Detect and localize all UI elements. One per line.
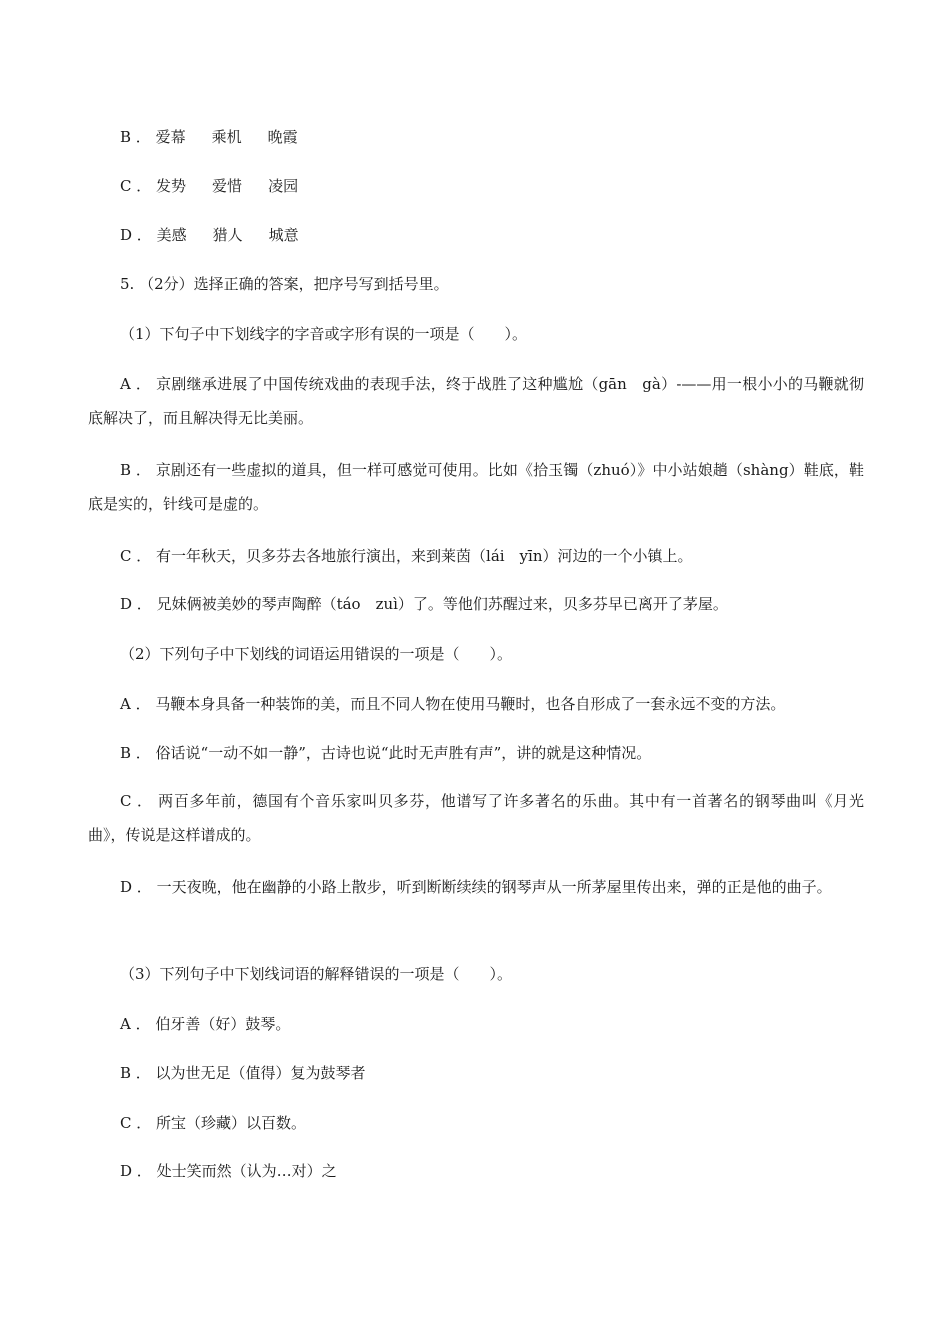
option-word: 发势 bbox=[156, 177, 187, 195]
q4-option-d: D ． 美感 猎人 城意 bbox=[120, 226, 299, 244]
option-word: 城意 bbox=[268, 226, 299, 244]
option-word: 爱惜 bbox=[212, 177, 243, 195]
option-letter: B bbox=[120, 128, 132, 146]
sub-question-3-stem: （3）下列句子中下划线词语的解释错误的一项是（ ）。 bbox=[120, 965, 513, 983]
sub3-option-c: C ． 所宝（珍藏）以百数。 bbox=[120, 1114, 307, 1132]
option-word: 爱幕 bbox=[155, 128, 186, 146]
option-word: 凌园 bbox=[268, 177, 299, 195]
option-word: 晚霞 bbox=[267, 128, 298, 146]
sub2-option-c: C ． 两百多年前，德国有个音乐家叫贝多芬，他谱写了许多著名的乐曲。其中有一首著名的钢琴曲叫《月光曲》，传说是这样谱成的。 bbox=[88, 792, 864, 844]
sub-question-1-stem: （1）下句子中下划线字的字音或字形有误的一项是（ ）。 bbox=[120, 325, 528, 343]
option-letter: D bbox=[120, 226, 133, 244]
q4-option-c: C ． 发势 爱惜 凌园 bbox=[120, 177, 299, 195]
sub2-option-d: D ． 一天夜晚，他在幽静的小路上散步，听到断断续续的钢琴声从一所茅屋里传出来，弹的正是他的曲子。 bbox=[120, 878, 832, 896]
sub1-option-a: A ． 京剧继承进展了中国传统戏曲的表现手法，终于战胜了这种尴尬（gān gà）-——用一根小小的马鞭就彻底解决了，而且解决得无比美丽。 bbox=[88, 375, 864, 427]
sub2-option-b: B ． 俗话说“一动不如一静”，古诗也说“此时无声胜有声”，讲的就是这种情况。 bbox=[120, 744, 652, 762]
q4-option-b: B ． 爱幕 乘机 晚霞 bbox=[120, 128, 298, 146]
sub3-option-a: A ． 伯牙善（好）鼓琴。 bbox=[120, 1015, 291, 1033]
sub1-option-c: C ． 有一年秋天，贝多芬去各地旅行演出，来到莱茵（lái yīn）河边的一个小镇上。 bbox=[120, 547, 693, 565]
sub3-option-b: B ． 以为世无足（值得）复为鼓琴者 bbox=[120, 1064, 366, 1082]
option-word: 美感 bbox=[156, 226, 187, 244]
sub3-option-d: D ． 处士笑而然（认为…对）之 bbox=[120, 1162, 337, 1180]
sub2-option-a: A ． 马鞭本身具备一种装饰的美，而且不同人物在使用马鞭时，也各自形成了一套永远不变的方法。 bbox=[120, 695, 786, 713]
sub1-option-d: D ． 兄妹俩被美妙的琴声陶醉（táo zuì）了。等他们苏醒过来，贝多芬早已离开了茅屋。 bbox=[120, 595, 728, 613]
sub1-option-b: B ． 京剧还有一些虚拟的道具，但一样可感觉可使用。比如《拾玉镯（zhuó）》中小站娘趟（shàng）鞋底，鞋底是实的，针线可是虚的。 bbox=[88, 461, 864, 513]
sub-question-2-stem: （2）下列句子中下划线的词语运用错误的一项是（ ）。 bbox=[120, 645, 513, 663]
option-word: 猎人 bbox=[212, 226, 243, 244]
option-letter: C bbox=[120, 177, 132, 195]
option-word: 乘机 bbox=[211, 128, 242, 146]
question-5-header: 5. （2分）选择正确的答案，把序号写到括号里。 bbox=[120, 275, 449, 293]
